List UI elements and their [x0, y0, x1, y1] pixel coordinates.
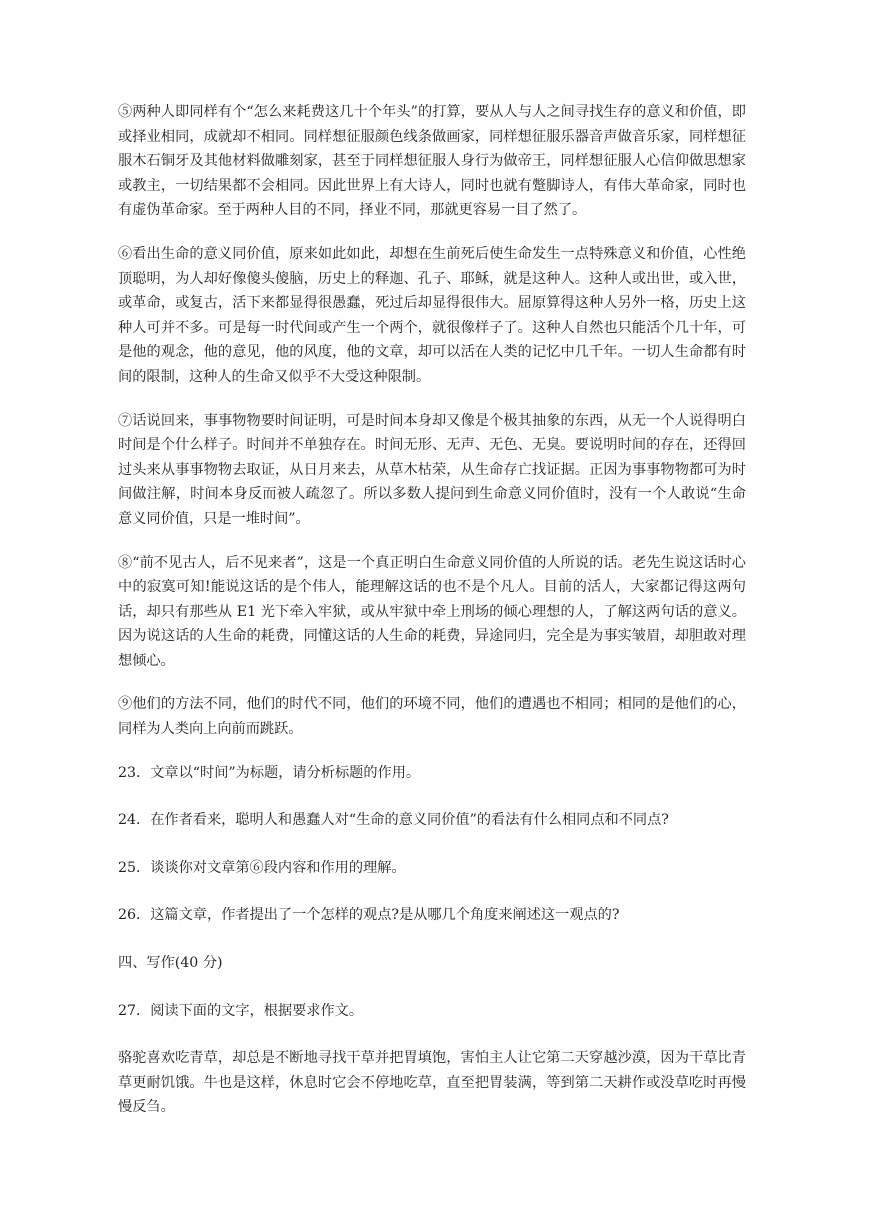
question-24: 24．在作者看来，聪明人和愚蠢人对“生命的意义同价值”的看法有什么相同点和不同点? — [118, 812, 669, 829]
question-26: 26．这篇文章，作者提出了一个怎样的观点?是从哪几个角度来阐述这一观点的? — [118, 907, 620, 924]
paragraph-5: ⑤两种人即同样有个“怎么来耗费这几十个年头”的打算，要从人与人之间寻找生存的意义和价值，即或择业相同，成就却不相同。同样想征服颜色线条做画家，同样想征服乐器音声做音乐家，同样想征服木石铜牙及其他材料做雕刻家，甚至于同样想征服人身行为做帝王，同样想征服人心信仰做思想家或教主，一切结果都不会相同。因此世界上有大诗人，同时也就有蹩脚诗人，有伟大革命家，同时也有虚伪革命家。至于两种人目的不同，择业不同，那就更容易一目了然了。 — [118, 104, 746, 219]
paragraph-8: ⑧“前不见古人，后不见来者”，这是一个真正明白生命意义同价值的人所说的话。老先生说这话时心中的寂寞可知!能说这话的是个伟人，能理解这话的也不是个凡人。目前的活人，大家都记得这两句话，却只有那些从 E1 光下牵入牢狱，或从牢狱中牵上刑场的倾心理想的人，了解这两句话的意义。因为说这话的人生命的耗费，同懂这话的人生命的耗费，异途同归，完全是为事实皱眉，却胆敢对理想倾心。 — [118, 554, 746, 669]
section-heading-writing: 四、写作(40 分) — [118, 955, 223, 972]
document-page — [118, 100, 746, 1139]
paragraph-7: ⑦话说回来，事事物物要时间证明，可是时间本身却又像是个极其抽象的东西，从无一个人说得明白时间是个什么样子。时间并不单独存在。时间无形、无声、无色、无臭。要说明时间的存在，还得回过头来从事事物物去取证，从日月来去，从草木枯荣，从生命存亡找证据。正因为事事物物都可为时间做注解，时间本身反而被人疏忽了。所以多数人提问到生命意义同价值时，没有一个人敢说“生命意义同价值，只是一堆时间”。 — [118, 412, 746, 527]
closing-paragraph: 骆驼喜欢吃青草，却总是不断地寻找干草并把胃填饱，害怕主人让它第二天穿越沙漠，因为干草比青草更耐饥饿。牛也是这样，休息时它会不停地吃草，直至把胃装满，等到第二天耕作或没草吃时再慢慢反刍。 — [118, 1050, 746, 1116]
question-25: 25．谈谈你对文章第⑥段内容和作用的理解。 — [118, 859, 406, 876]
question-23: 23．文章以“时间”为标题，请分析标题的作用。 — [118, 764, 421, 781]
question-27: 27．阅读下面的文字，根据要求作文。 — [118, 1002, 364, 1019]
paragraph-9: ⑨他们的方法不同，他们的时代不同，他们的环境不同，他们的遭遇也不相同；相同的是他们的心，同样为人类向上向前而跳跃。 — [118, 696, 746, 738]
paragraph-6: ⑥看出生命的意义同价值，原来如此如此，却想在生前死后使生命发生一点特殊意义和价值，心性绝顶聪明，为人却好像傻头傻脑，历史上的释迦、孔子、耶稣，就是这种人。这种人或出世，或入世，或革命，或复古，活下来都显得很愚蠢，死过后却显得很伟大。屈原算得这种人另外一格，历史上这种人可并不多。可是每一时代间或产生一个两个，就很像样子了。这种人自然也只能活个几十年，可是他的观念，他的意见，他的风度，他的文章，却可以活在人类的记忆中几千年。一切人生命都有时间的限制，这种人的生命又似乎不大受这种限制。 — [118, 245, 746, 385]
